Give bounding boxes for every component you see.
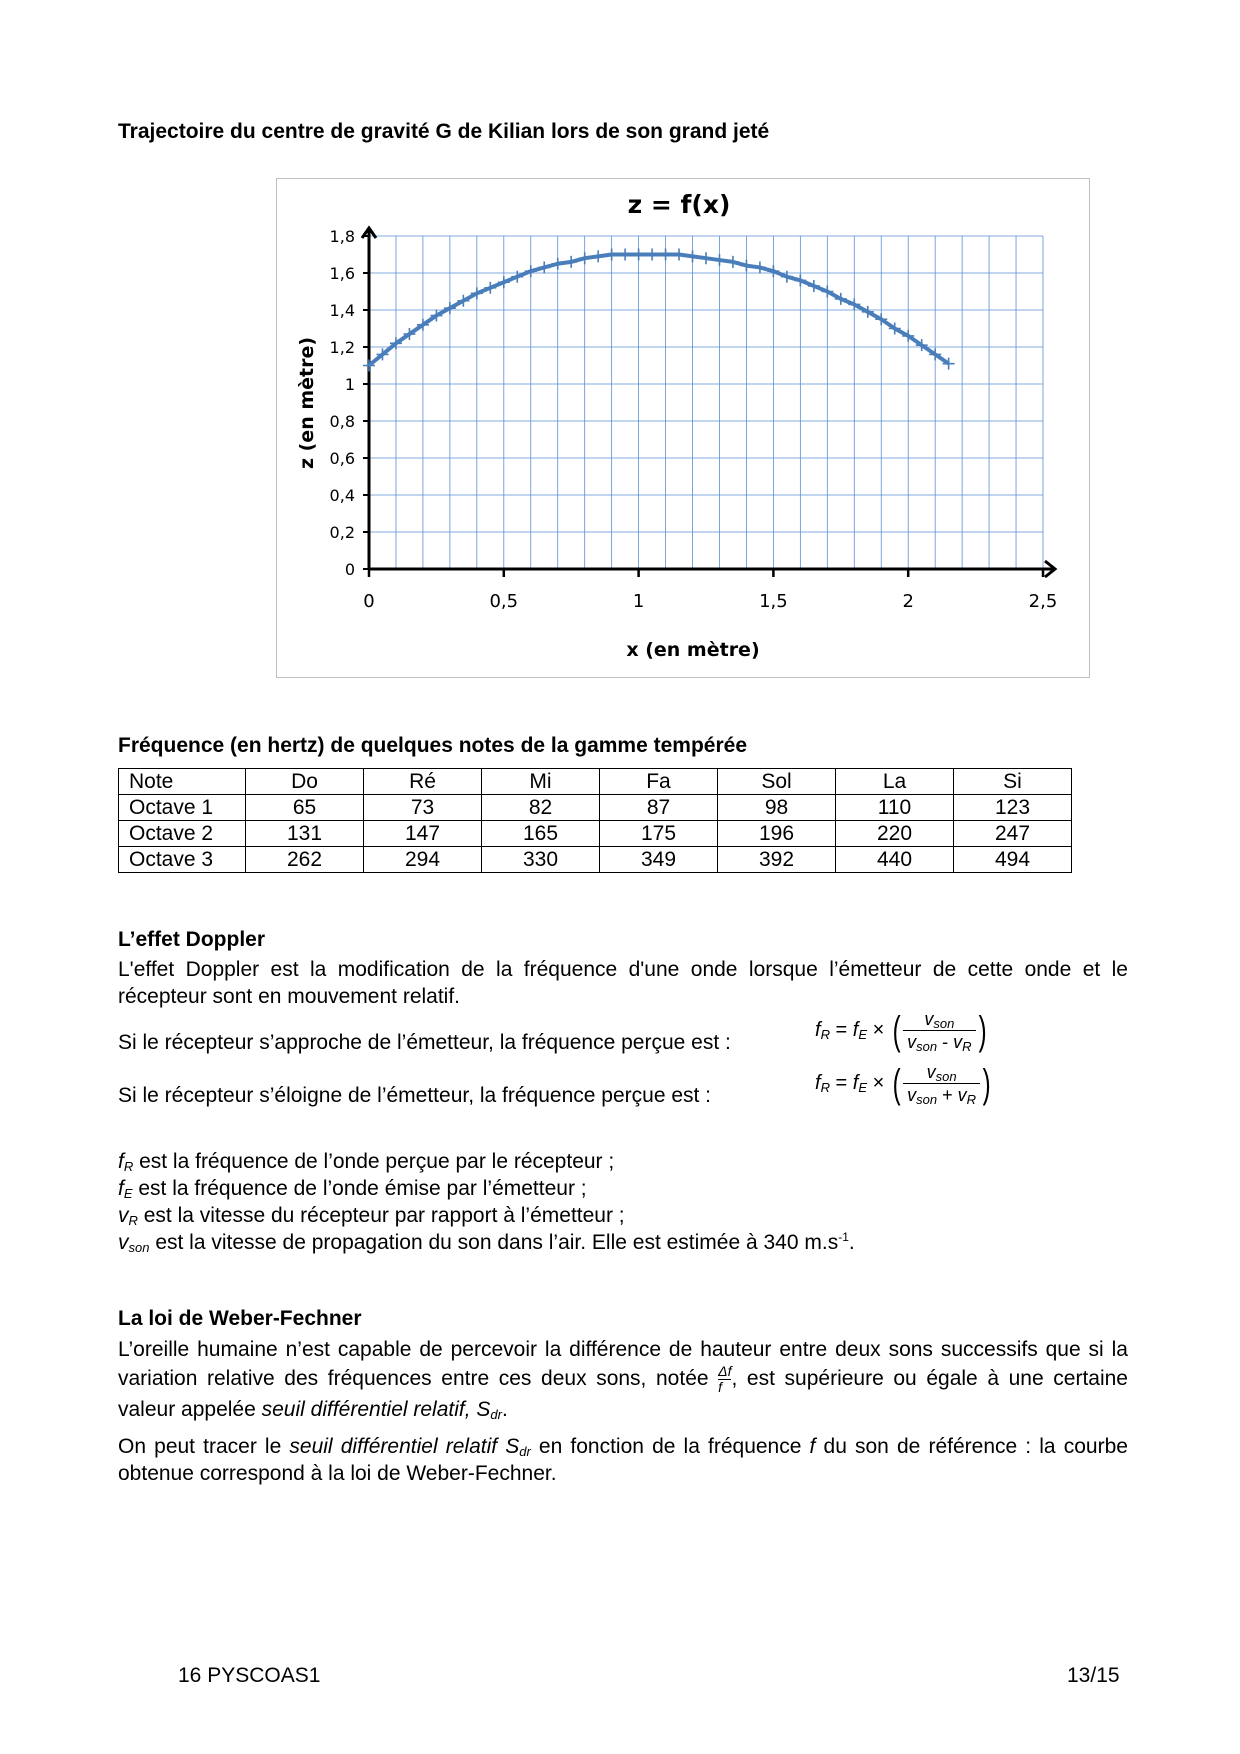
data-point-marker [740, 260, 752, 272]
doppler-approach-text: Si le récepteur s’approche de l’émetteur, la fréquence perçue est : [118, 1031, 731, 1054]
table-header-cell: Do [246, 769, 364, 795]
x-tick-label: 1 [632, 591, 645, 612]
table-cell: 494 [954, 847, 1072, 873]
table-cell: 220 [836, 821, 954, 847]
table-cell: 123 [954, 795, 1072, 821]
def-fE: $f_E$ est la fréquence de l’onde émise par l’émetteur ; [118, 1177, 587, 1201]
table-cell: 440 [836, 847, 954, 873]
table-cell: 65 [246, 795, 364, 821]
data-point-marker [511, 271, 523, 283]
x-tick-label: 2 [902, 591, 914, 612]
data-point-marker [525, 265, 537, 277]
x-tick-label: 1,5 [759, 591, 788, 612]
data-point-marker [484, 282, 496, 294]
data-point-marker [767, 265, 779, 277]
y-tick-label: 1 [344, 375, 355, 394]
y-tick-label: 0,2 [329, 523, 355, 542]
doppler-intro: L'effet Doppler est la modification de la fréquence d'une onde lorsque l’émetteur de cette onde et le récepteur sont en mouvement relatif. [118, 958, 1128, 1008]
table-cell: 165 [482, 821, 600, 847]
data-point-marker [606, 249, 618, 261]
y-axis-label: z (en mètre) [296, 336, 318, 470]
data-point-marker [754, 261, 766, 273]
y-tick-label: 1,8 [329, 227, 355, 246]
table-cell: 392 [718, 847, 836, 873]
table-row [119, 821, 1072, 847]
table-cell: 196 [718, 821, 836, 847]
formula-fR: $f_R$ [815, 1018, 830, 1042]
chart-section-title: Trajectoire du centre de gravité G de Kilian lors de son grand jeté [118, 120, 770, 143]
table-header-cell: Fa [600, 769, 718, 795]
table-cell: Octave 3 [119, 847, 246, 873]
y-tick-label: 1,4 [329, 301, 355, 320]
doppler-formula-approach: $f_R = f_E$ × ( $\frac{v_{son}}{v_{son} - v_R}$ ) [815, 1008, 987, 1054]
table-header-cell: Note [119, 769, 246, 795]
table-header-row [119, 769, 1072, 795]
weber-title: La loi de Weber-Fechner [118, 1307, 362, 1330]
data-point-marker [646, 249, 658, 261]
table-cell: 131 [246, 821, 364, 847]
table-row [119, 847, 1072, 873]
table-cell: 82 [482, 795, 600, 821]
table-header-cell: Ré [364, 769, 482, 795]
table-cell: 349 [600, 847, 718, 873]
data-point-marker [579, 252, 591, 264]
table-header-cell: La [836, 769, 954, 795]
y-tick-label: 1,6 [329, 264, 355, 283]
x-tick-label: 2,5 [1028, 591, 1058, 612]
table-cell: 87 [600, 795, 718, 821]
y-tick-label: 0,6 [329, 449, 355, 468]
def-vson: $v_{son}$ est la vitesse de propagation du son dans l’air. Elle est estimée à 340 $m.s^{-1}$. [118, 1230, 855, 1255]
doppler-formula-recede: $f_R = f_E$ × ( $\frac{v_{son}}{v_{son} + v_R}$ ) [815, 1061, 991, 1107]
table-header-cell: Sol [718, 769, 836, 795]
table-cell: 330 [482, 847, 600, 873]
data-point-marker [700, 252, 712, 264]
data-point-marker [794, 274, 806, 286]
data-point-marker [660, 249, 672, 261]
table-cell: 262 [246, 847, 364, 873]
data-point-marker [687, 250, 699, 262]
data-point-marker [498, 276, 510, 288]
table-row [119, 795, 1072, 821]
data-point-marker [538, 261, 550, 273]
table-cell: 147 [364, 821, 482, 847]
y-tick-label: 0 [344, 560, 355, 579]
frequency-table [118, 768, 1072, 873]
x-axis-label: x (en mètre) [626, 639, 760, 661]
doppler-recede-text: Si le récepteur s’éloigne de l’émetteur, la fréquence perçue est : [118, 1084, 712, 1107]
data-point-marker [781, 271, 793, 283]
y-tick-label: 1,2 [329, 338, 355, 357]
data-point-marker [619, 249, 631, 261]
doppler-title: L’effet Doppler [118, 928, 266, 951]
footer-page-number: 13/15 [1067, 1664, 1120, 1687]
table-cell: Octave 1 [119, 795, 246, 821]
y-tick-label: 0,8 [329, 412, 355, 431]
data-point-marker [592, 250, 604, 262]
data-point-marker [808, 280, 820, 292]
fraction-recede: $\frac{v_{son}}{v_{son} + v_R}$ [903, 1061, 980, 1106]
weber-paragraph-1: L’oreille humaine n’est capable de percevoir la différence de hauteur entre deux sons successifs que si la variation relative des fréquences entre ces deux sons, notée $\frac{\Delta f}{f}$ , est supérieure ou égale à une certaine valeur appelée seuil différentiel relatif, $S_{dr}$. [118, 1338, 1128, 1422]
table-cell: 110 [836, 795, 954, 821]
data-point-marker [565, 256, 577, 268]
table-title: Fréquence (en hertz) de quelques notes de la gamme tempérée [118, 734, 748, 757]
table-cell: Octave 2 [119, 821, 246, 847]
x-tick-label: 0,5 [489, 591, 519, 612]
footer-code: 16 PYSCOAS1 [178, 1664, 321, 1687]
fraction-approach: $\frac{v_{son}}{v_{son} - v_R}$ [903, 1008, 975, 1053]
def-fR: $f_R$ est la fréquence de l’onde perçue par le récepteur ; [118, 1150, 615, 1174]
delta-f-fraction: $\frac{\Delta f}{f}$ [718, 1363, 732, 1395]
y-tick-label: 0,4 [329, 486, 355, 505]
weber-paragraph-2: On peut tracer le seuil différentiel relatif $S_{dr}$ en fonction de la fréquence f du son de référence : la courbe obtenue correspond à la loi de Weber-Fechner. [118, 1435, 1128, 1485]
table-cell: 247 [954, 821, 1072, 847]
formula-fE: $f_E$ [852, 1018, 867, 1042]
data-point-marker [552, 258, 564, 270]
chart-svg [277, 179, 1091, 679]
table-cell: 98 [718, 795, 836, 821]
table-header-cell: Mi [482, 769, 600, 795]
trajectory-chart [276, 178, 1090, 678]
data-point-marker [673, 249, 685, 261]
table-cell: 73 [364, 795, 482, 821]
data-point-marker [727, 256, 739, 268]
data-point-marker [713, 254, 725, 266]
x-tick-label: 0 [363, 591, 375, 612]
data-point-marker [633, 249, 645, 261]
table-header-cell: Si [954, 769, 1072, 795]
table-cell: 175 [600, 821, 718, 847]
chart-title: z = f(x) [627, 190, 731, 219]
table-cell: 294 [364, 847, 482, 873]
def-vR: $v_R$ est la vitesse du récepteur par rapport à l’émetteur ; [118, 1204, 625, 1228]
